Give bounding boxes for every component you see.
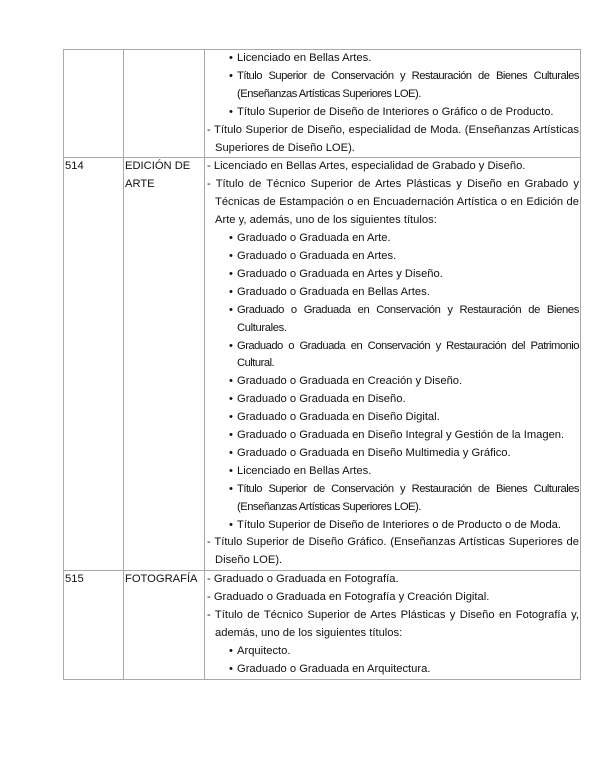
table-row [64,50,581,158]
bullet-item [206,517,580,535]
item-text: Título Superior de Diseño Gráfico. (Enseñanzas Artísticas Superiores de Diseño LOE). [214,536,580,567]
item-text: Graduado o Graduada en Conservación y Restauración de Bienes Culturales. [237,303,579,334]
item-text: Título de Técnico Superior de Artes Plásticas y Diseño en Grabado y Técnicas de Estampación o en Encuadernación Artística o en Edición de Arte y, además, uno de los siguientes títulos: [215,178,579,227]
specialty-code: 514 [64,158,124,571]
item-text: Graduado o Graduada en Diseño Multimedia y Gráfico. [237,446,511,459]
bullet-item [206,391,580,409]
specialty-code [64,50,124,158]
item-text: Graduado o Graduada en Diseño. [237,393,406,406]
item-text: Graduado o Graduada en Diseño Integral y Gestión de la Imagen. [237,429,565,442]
bullet-item [206,373,580,391]
item-text: Graduado o Graduada en Creación y Diseño. [237,375,463,388]
requirements-cell [205,50,581,158]
table-row [64,571,581,679]
requirements-cell [205,158,581,571]
item-text: Licenciado en Bellas Artes. [237,52,372,64]
dash-item [206,607,580,643]
specialty-name: EDICIÓN DE ARTE [124,158,205,571]
bullet-item [206,338,580,374]
item-text: Graduado o Graduada en Artes. [237,249,397,262]
item-text: Graduado o Graduada en Arte. [237,232,391,245]
item-text: Licenciado en Bellas Artes, especialidad de Grabado y Diseño. [213,160,526,173]
dash-item [206,158,580,176]
specialty-name [124,50,205,158]
bullet-item [206,463,580,481]
bullet-item [206,427,580,445]
item-text: Graduado o Graduada en Arquitectura. [237,662,431,675]
bullet-item [206,481,580,517]
dash-item [206,571,580,589]
item-text: Arquitecto. [237,644,291,657]
item-text: Título Superior de Conservación y Restauración de Bienes Culturales (Enseñanzas Artísticas Superiores LOE). [237,482,579,513]
item-text: Título Superior de Diseño de Interiores o de Producto o de Moda. [237,518,562,531]
item-text: Título de Técnico Superior de Artes Plásticas y Diseño en Fotografía y, además, uno de los siguientes títulos: [214,609,579,639]
item-text: Graduado o Graduada en Fotografía. [213,573,399,586]
bullet-item [206,50,580,68]
item-text: Graduado o Graduada en Conservación y Restauración del Patrimonio Cultural. [237,339,579,370]
item-text: Graduado o Graduada en Diseño Digital. [237,411,440,424]
table-body [64,50,581,680]
bullet-item [206,68,580,104]
bullet-item [206,104,580,122]
dash-item [206,176,580,230]
bullet-item [206,409,580,427]
dash-item [206,589,580,607]
qualifications-table [63,49,581,680]
specialty-name: FOTOGRAFÍA [124,571,205,679]
bullet-item [206,643,580,661]
item-text: Licenciado en Bellas Artes. [237,464,372,477]
dash-item [206,534,580,570]
bullet-item [206,284,580,302]
table-row [64,158,581,571]
dash-item [206,122,580,158]
bullet-item [206,661,580,679]
item-text: Título Superior de Conservación y Restauración de Bienes Culturales (Enseñanzas Artísticas Superiores LOE). [237,69,579,100]
item-text: Título Superior de Diseño, especialidad de Moda. (Enseñanzas Artísticas Superiores de Diseño LOE). [214,123,579,154]
bullet-item [206,248,580,266]
item-text: Graduado o Graduada en Bellas Artes. [237,285,430,298]
bullet-item [206,445,580,463]
bullet-item [206,230,580,248]
bullet-item [206,266,580,284]
item-text: Graduado o Graduada en Artes y Diseño. [237,267,443,280]
specialty-code: 515 [64,571,124,679]
item-text: Graduado o Graduada en Fotografía y Creación Digital. [213,591,490,604]
item-text: Título Superior de Diseño de Interiores o Gráfico o de Producto. [237,105,554,118]
requirements-cell [205,571,581,679]
bullet-item [206,302,580,338]
